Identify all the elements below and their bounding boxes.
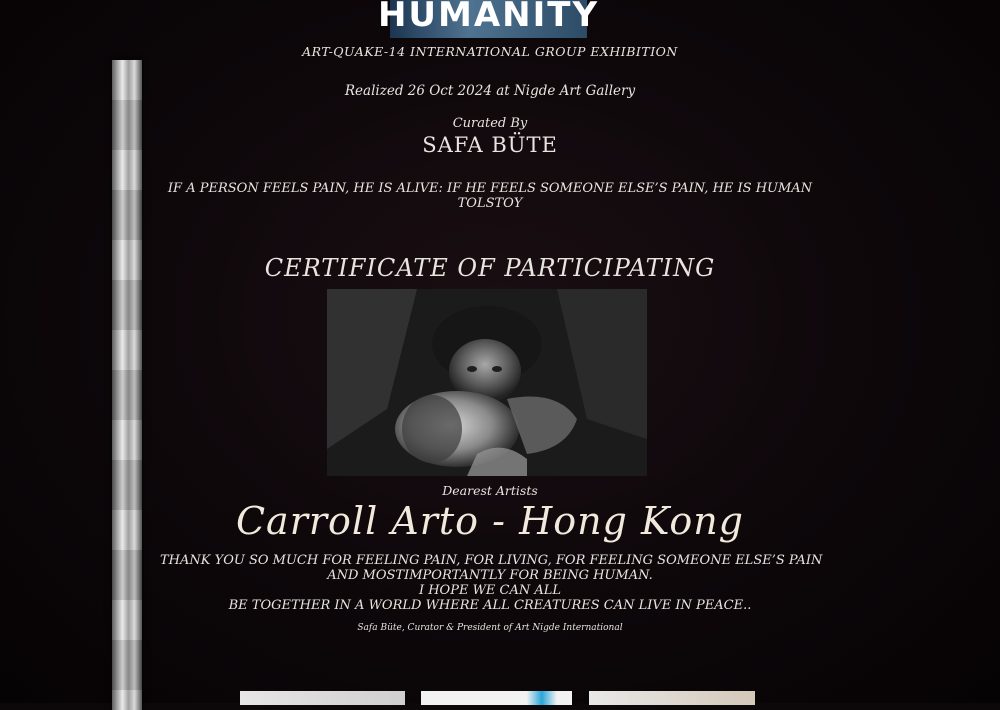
quote-author: TOLSTOY — [457, 196, 523, 211]
humanity-logo — [377, 0, 600, 38]
message-line-4: BE TOGETHER IN A WORLD WHERE ALL CREATURES CAN LIVE IN PEACE.. — [228, 598, 752, 613]
partner-thumbnail-2 — [421, 691, 572, 705]
curated-by-label: Curated By — [452, 116, 528, 131]
partner-thumbnail-3 — [589, 691, 755, 705]
realized-date: Realized 26 Oct 2024 at Nigde Art Gallery — [344, 83, 636, 99]
thank-you-message — [160, 553, 823, 613]
quote-text: IF A PERSON FEELS PAIN, HE IS ALIVE: IF HE FEELS SOMEONE ELSE’S PAIN, HE IS HUMAN — [167, 181, 813, 196]
salutation: Dearest Artists — [442, 483, 538, 498]
photo-illustration — [327, 289, 647, 476]
curator-name: SAFA BÜTE — [422, 133, 558, 157]
certificate-title: CERTIFICATE OF PARTICIPATING — [264, 254, 716, 282]
message-line-1: THANK YOU SO MUCH FOR FEELING PAIN, FOR LIVING, FOR FEELING SOMEONE ELSE’S PAIN — [160, 553, 823, 568]
exhibition-title: ART-QUAKE-14 INTERNATIONAL GROUP EXHIBITION — [302, 44, 678, 59]
curator-signature: Safa Büte, Curator & President of Art Nigde International — [357, 623, 623, 633]
logo-text: HUMANITY — [377, 0, 600, 35]
message-line-3: I HOPE WE CAN ALL — [418, 583, 562, 598]
artist-name: Carroll Arto - Hong Kong — [235, 499, 745, 543]
message-line-2: AND MOSTIMPORTANTLY FOR BEING HUMAN. — [327, 568, 653, 583]
partner-thumbnail-1 — [240, 691, 405, 705]
artwork-photo-icon — [327, 289, 647, 476]
silver-side-bar — [112, 60, 142, 710]
tolstoy-quote — [160, 181, 820, 211]
